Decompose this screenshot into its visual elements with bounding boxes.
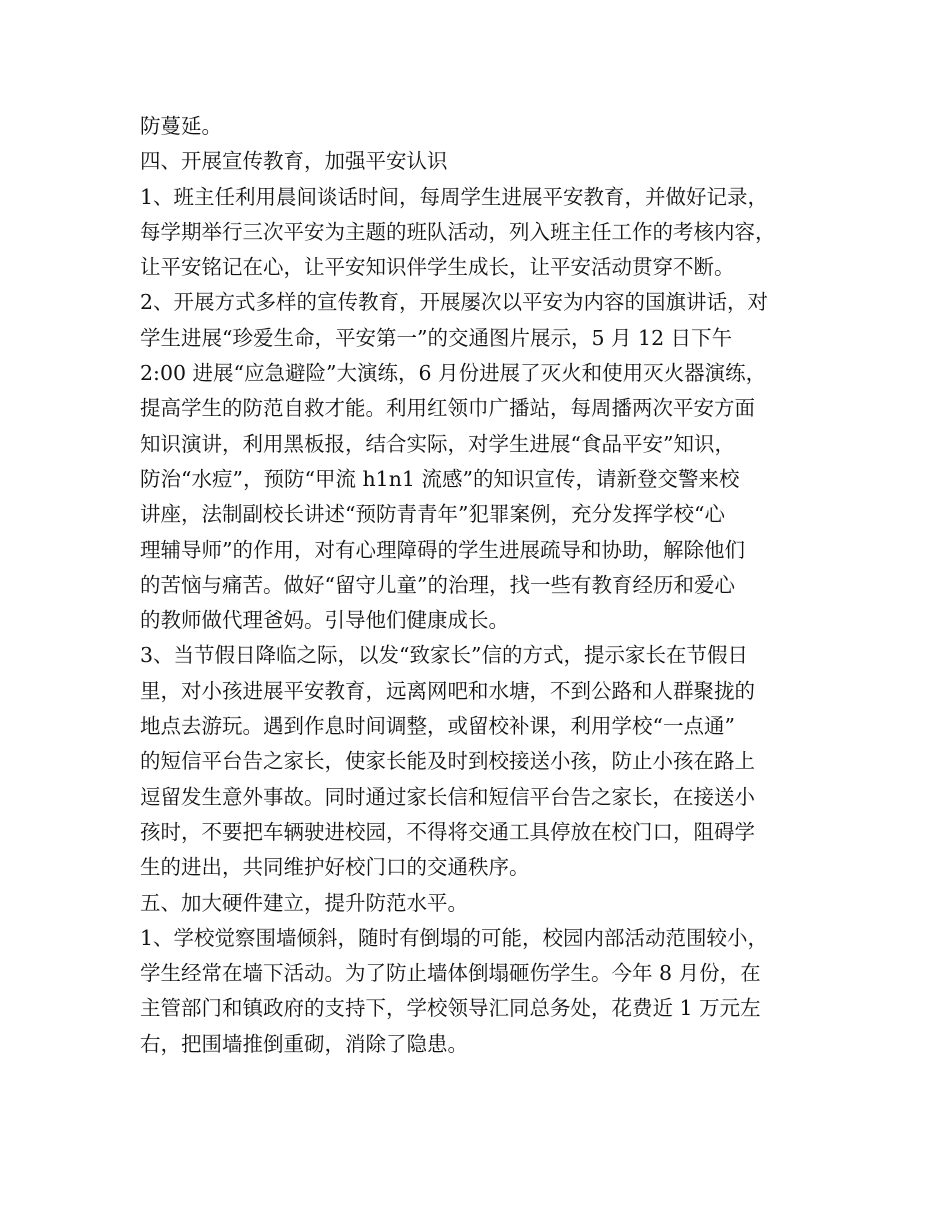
text-line: 孩时，不要把车辆驶进校园，不得将交通工具停放在校门口，阻碍学 xyxy=(140,819,755,844)
text-line: 学生经常在墙下活动。为了防止墙体倒塌砸伤学生。今年 8 月份，在 xyxy=(140,961,761,986)
text-line: 让平安铭记在心，让平安知识伴学生成长，让平安活动贯穿不断。 xyxy=(140,255,735,280)
text-line: 的苦恼与痛苦。做好“留守儿童”的治理，找一些有教育经历和爱心 xyxy=(140,572,735,597)
section-heading: 四、开展宣传教育，加强平安认识 xyxy=(140,149,448,174)
text-line: 防蔓延。 xyxy=(140,114,222,138)
text-line: 理辅导师”的作用，对有心理障碍的学生进展疏导和协助，解除他们 xyxy=(140,537,745,562)
section-heading: 五、加大硬件建立，提升防范水平。 xyxy=(140,890,468,915)
text-line: 2、开展方式多样的宣传教育，开展屡次以平安为内容的国旗讲话，对 xyxy=(140,290,769,315)
text-line: 主管部门和镇政府的支持下，学校领导汇同总务处，花费近 1 万元左 xyxy=(140,996,761,1021)
text-line: 2:00 进展“应急避险”大演练，6 月份进展了灭火和使用灭火器演练， xyxy=(140,361,767,386)
text-line: 讲座，法制副校长讲述“预防青青年”犯罪案例，充分发挥学校“心 xyxy=(140,502,725,527)
text-line: 的教师做代理爸妈。引导他们健康成长。 xyxy=(140,608,509,633)
text-line: 1、学校觉察围墙倾斜，随时有倒塌的可能，校园内部活动范围较小， xyxy=(140,925,769,950)
text-line: 学生进展“珍爱生命，平安第一”的交通图片展示，5 月 12 日下午 xyxy=(140,325,733,350)
text-line: 右，把围墙推倒重砌，消除了隐患。 xyxy=(140,1031,468,1056)
text-line: 知识演讲，利用黑板报，结合实际，对学生进展“食品平安”知识， xyxy=(140,431,735,456)
text-line: 逗留发生意外事故。同时通过家长信和短信平台告之家长，在接送小 xyxy=(140,784,755,809)
text-line: 每学期举行三次平安为主题的班队活动，列入班主任工作的考核内容， xyxy=(140,219,776,244)
text-line: 防治“水痘”，预防“甲流 h1n1 流感”的知识宣传，请新登交警来校 xyxy=(140,466,740,491)
text-line: 地点去游玩。遇到作息时间调整，或留校补课，利用学校“一点通” xyxy=(140,714,735,739)
text-line: 3、当节假日降临之际，以发“致家长”信的方式，提示家长在节假日 xyxy=(140,643,749,668)
text-line: 里，对小孩进展平安教育，远离网吧和水塘，不到公路和人群聚拢的 xyxy=(140,678,755,703)
document-body xyxy=(140,109,820,1062)
text-line: 提高学生的防范自救才能。利用红领巾广播站，每周播两次平安方面 xyxy=(140,396,755,421)
text-line: 生的进出，共同维护好校门口的交通秩序。 xyxy=(140,855,530,880)
text-line: 的短信平台告之家长，使家长能及时到校接送小孩，防止小孩在路上 xyxy=(140,749,755,774)
text-line: 1、班主任利用晨间谈话时间，每周学生进展平安教育，并做好记录， xyxy=(140,184,769,209)
